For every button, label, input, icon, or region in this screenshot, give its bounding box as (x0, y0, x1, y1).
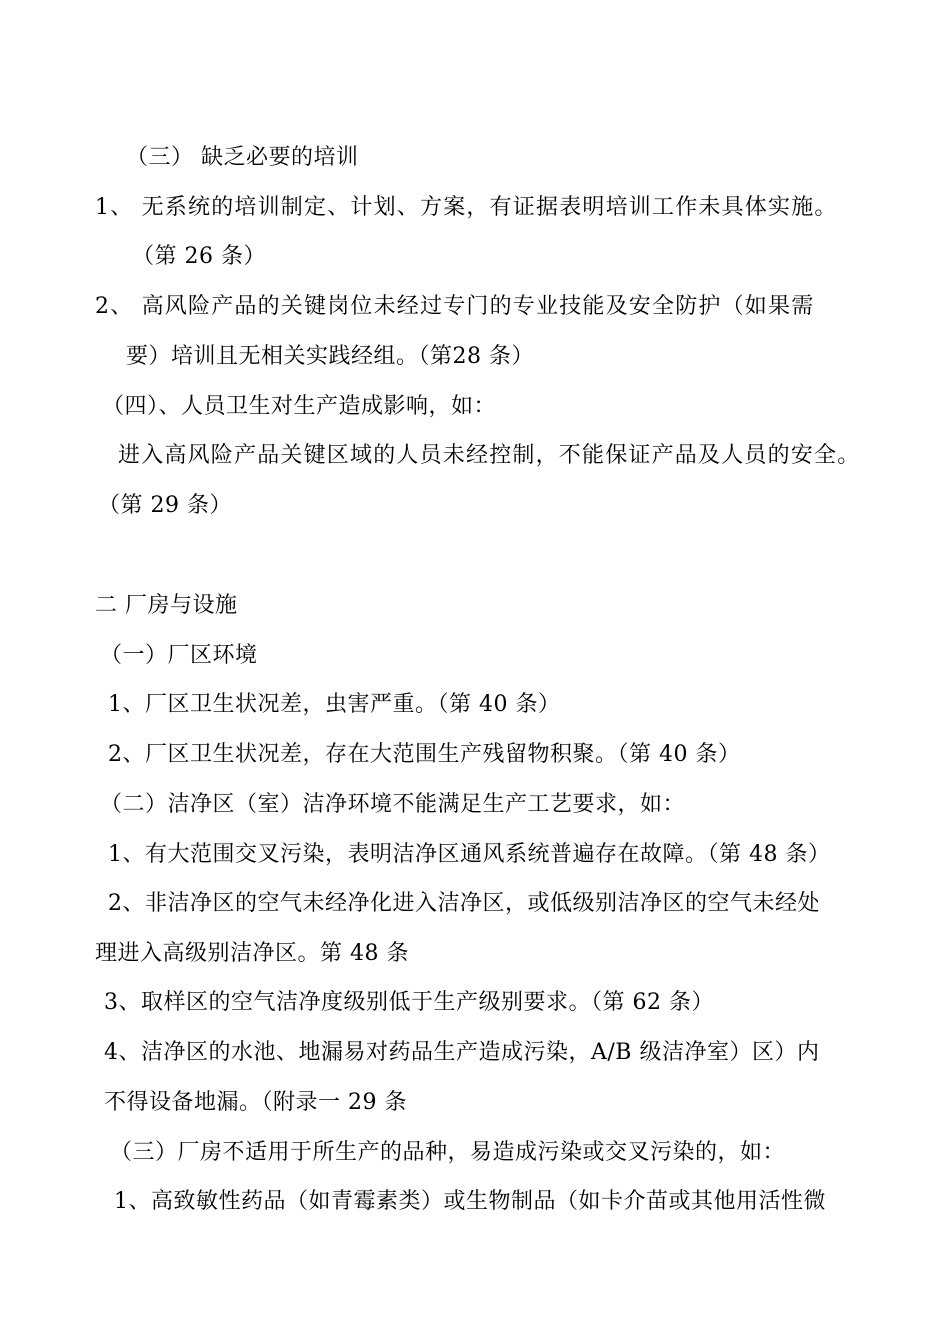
list-item-hygiene-ref: （第 29 条） (98, 493, 232, 518)
list-item-cleanroom-1: 1、有大范围交叉污染，表明洁净区通风系统普遍存在故障。（第 48 条） (108, 842, 831, 867)
chapter-heading-facilities: 二 厂房与设施 (95, 593, 238, 618)
list-item-cleanroom-4-cont: 不得设备地漏。（附录一 29 条 (104, 1090, 407, 1115)
list-item-cleanroom-4: 4、洁净区的水池、地漏易对药品生产造成污染，A/B 级洁净室）区）内 (104, 1040, 820, 1065)
section-heading-environment: （一）厂区环境 (100, 643, 258, 668)
list-item-cleanroom-2-cont: 理进入高级别洁净区。第 48 条 (95, 941, 409, 966)
section-heading-training: （三） 缺乏必要的培训 (126, 145, 359, 170)
section-heading-cleanroom: （二）洁净区（室）洁净环境不能满足生产工艺要求，如： (100, 792, 686, 817)
list-item-cleanroom-3: 3、取样区的空气洁净度级别低于生产级别要求。（第 62 条） (104, 990, 714, 1015)
section-heading-unsuitable-plant: （三）厂房不适用于所生产的品种，易造成污染或交叉污染的，如： (110, 1140, 786, 1165)
list-item-hygiene: 进入高风险产品关键区域的人员未经控制，不能保证产品及人员的安全。 (118, 443, 861, 468)
list-item-training-2: 2、 高风险产品的关键岗位未经过专门的专业技能及安全防护（如果需 (95, 294, 815, 319)
list-item-cleanroom-2: 2、非洁净区的空气未经净化进入洁净区，或低级别洁净区的空气未经处 (108, 891, 820, 916)
list-item-environment-2: 2、厂区卫生状况差，存在大范围生产残留物积聚。（第 40 条） (108, 742, 741, 767)
list-item-training-1-ref: （第 26 条） (132, 244, 266, 269)
section-heading-hygiene: （四）、人员卫生对生产造成影响，如： (102, 394, 497, 419)
list-item-environment-1: 1、厂区卫生状况差，虫害严重。（第 40 条） (108, 692, 561, 717)
list-item-training-1: 1、 无系统的培训制定、计划、方案，有证据表明培训工作未具体实施。 (95, 195, 838, 220)
list-item-training-2-cont: 要）培训且无相关实践经组。（第28 条） (126, 344, 534, 369)
list-item-unsuitable-plant-1: 1、高致敏性药品（如青霉素类）或生物制品（如卡介苗或其他用活性微 (114, 1189, 826, 1214)
